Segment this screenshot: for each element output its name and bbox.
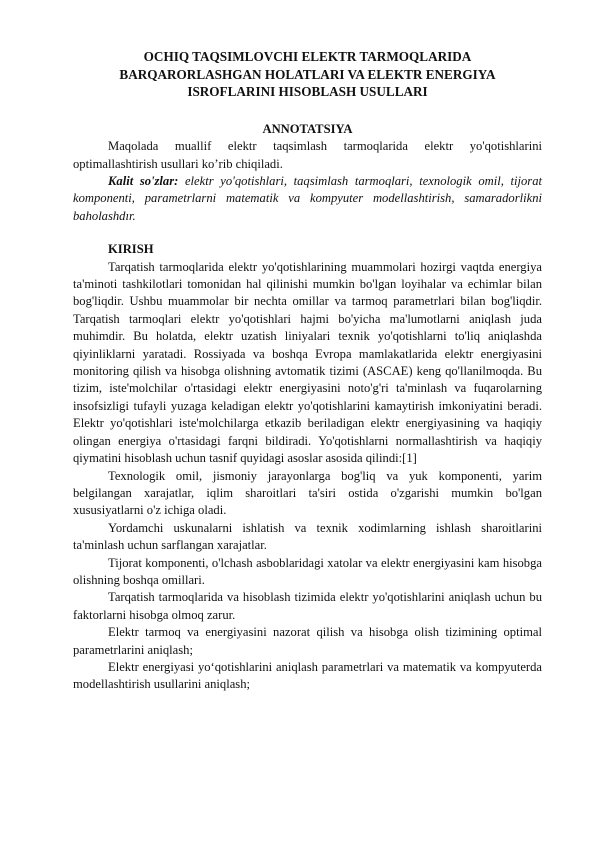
- document-page: [73, 48, 542, 694]
- title-line-3: ISROFLARINI HISOBLASH USULLARI: [187, 84, 428, 100]
- keywords-paragraph: [73, 173, 542, 225]
- intro-heading: KIRISH: [108, 242, 154, 257]
- body-paragraph-6: Elektr tarmoq va energiyasini nazorat qilish va hisobga olish tizimining optimal parametrlarini aniqlash;: [73, 625, 542, 657]
- title-line-2: BARQARORLASHGAN HOLATLARI VA ELEKTR ENERGIYA: [119, 66, 496, 82]
- title-line-1: OCHIQ TAQSIMLOVCHI ELEKTR TARMOQLARIDA: [143, 49, 472, 64]
- body-paragraph-3: Yordamchi uskunalarni ishlatish va texnik xodimlarning ishlash sharoitlarini ta'minlash uchun sarflangan xarajatlar.: [73, 520, 542, 553]
- body-paragraph-7: Elektr energiyasi yo‘qotishlarini aniqlash parametrlari va matematik va kompyuterda modellashtirish usullarini aniqlash;: [73, 659, 542, 692]
- annotation-text: Maqolada muallif elektr taqsimlash tarmoqlarida elektr yo'qotishlarini optimallashtirish usullari ko’rib chiqiladi.: [73, 139, 542, 171]
- keywords-label: Kalit so'zlar:: [108, 174, 179, 188]
- body-paragraph-1: Tarqatish tarmoqlarida elektr yo'qotishlarining muammolari hozirgi vaqtda energiya ta'minoti tashkilotlari tomonidan hal qilinishi mumkin bo'lgan loyihalar va echimlar bilan bog'liqdir. Ushbu muammolar bir nechta omillar va tarmoq parametrlari bilan bog'liqdir. Tarqatish tarmoqlari elektr yo'qotishlari hajmi bo'yicha ma'lumotlarni aniqlash juda muhimdir. Bu holatda, elektr uzatish liniyalari texnik yo'qotishlarni to'liq aniqlashda qiyinliklarni yaratadi. Rossiyada va boshqa Evropa mamlakatlarida elektr energiyasini monitoring qilish va hisobga olishning avtomatik tizimi (ASCAE) keng qo'llanilmoqda. Bu tizim, iste'molchilar o'rtasidagi elektr energiyasini noto'g'ri ta'minlash va fuqarolarning insofsizligi tufayli yuzaga keladigan elektr yo'qotishlarini kamaytirish imkoniyatini beradi. Elektr yo'qotishlari iste'molchilarga etkazib beriladigan elektr energiyasining va haqiqiy olingan energiya o'rtasidagi farqni bildiradi. Yo'qotishlarni normallashtirish va haqiqiy qiymatini hisoblash uchun tasnif quyidagi asoslar asosida qilindi:[1]: [73, 259, 542, 466]
- body-paragraph-2: Texnologik omil, jismoniy jarayonlarga bog'liq va yuk komponenti, yarim belgilangan xarajatlar, iqlim sharoitlari ta'siri ostida o'zgarishi mumkin bo'lgan xususiyatlarni o'z ichiga oladi.: [73, 468, 542, 518]
- annotation-heading: ANNOTATSIYA: [262, 121, 353, 136]
- paper-title: [73, 48, 542, 101]
- body-paragraph-5: Tarqatish tarmoqlarida va hisoblash tizimida elektr yo'qotishlarini aniqlash uchun bu faktorlarni hisobga olmoq zarur.: [73, 590, 542, 622]
- body-paragraph-4: Tijorat komponenti, o'lchash asboblaridagi xatolar va elektr energiyasini kam hisobga olishning boshqa omillari.: [73, 555, 542, 587]
- keywords-text: elektr yo'qotishlari, taqsimlash tarmoqlari, texnologik omil, tijorat komponenti, parametrlarni matematik va kompyuter modellashtirish, samaradorlikni baholashdır.: [73, 174, 542, 223]
